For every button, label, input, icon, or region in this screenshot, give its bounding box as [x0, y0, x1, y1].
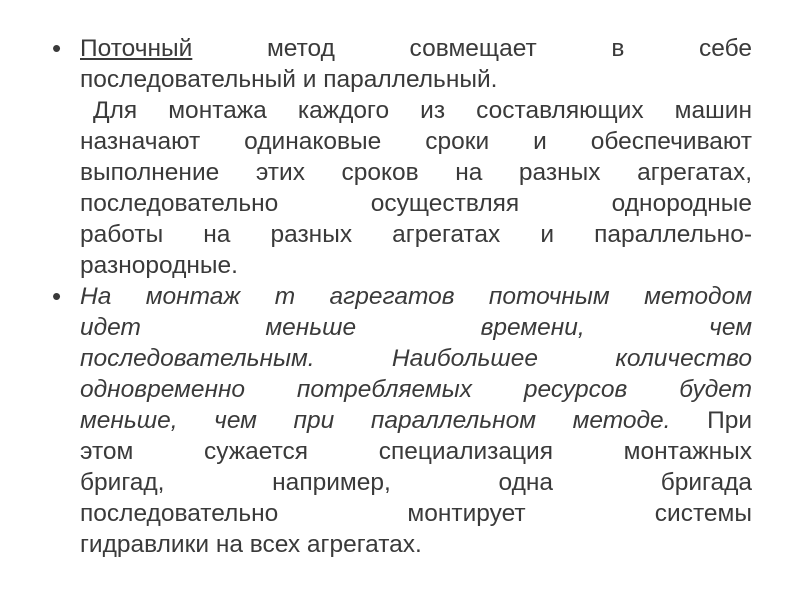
text-line: одновременно потребляемых ресурсов будет — [80, 376, 752, 403]
bullet-marker: • — [52, 33, 62, 63]
text-line: На монтаж m агрегатов поточным методом — [80, 283, 752, 310]
bullet-marker: • — [52, 281, 62, 311]
text-span: метод совмещает в себе — [266, 35, 752, 62]
bullet-item-1 — [52, 33, 752, 281]
text-span: При — [707, 407, 752, 434]
underlined-term: Поточный — [80, 35, 193, 62]
text-line — [80, 405, 752, 436]
text-line: разнородные. — [80, 252, 238, 279]
text-span-italic: меньше, чем при параллельном методе. — [80, 407, 671, 434]
text-line: последовательно монтирует системы — [80, 500, 752, 527]
text-line: бригад, например, одна бригада — [80, 469, 752, 496]
text-line — [80, 33, 752, 64]
text-line: последовательно осуществляя однородные — [80, 190, 752, 217]
text-line: последовательный и параллельный. — [80, 66, 498, 93]
text-line: этом сужается специализация монтажных — [80, 438, 752, 465]
text-line: Для монтажа каждого из составляющих машин — [93, 97, 752, 124]
text-line: работы на разных агрегатах и параллельно- — [80, 221, 752, 248]
text-line: гидравлики на всех агрегатах. — [80, 531, 422, 558]
text-line: выполнение этих сроков на разных агрегатах, — [80, 159, 752, 186]
text-line: идет меньше времени, чем — [80, 314, 752, 341]
bullet-item-2 — [52, 281, 752, 560]
text-line: назначают одинаковые сроки и обеспечивают — [80, 128, 752, 155]
text-line: последовательным. Наибольшее количество — [80, 345, 752, 372]
